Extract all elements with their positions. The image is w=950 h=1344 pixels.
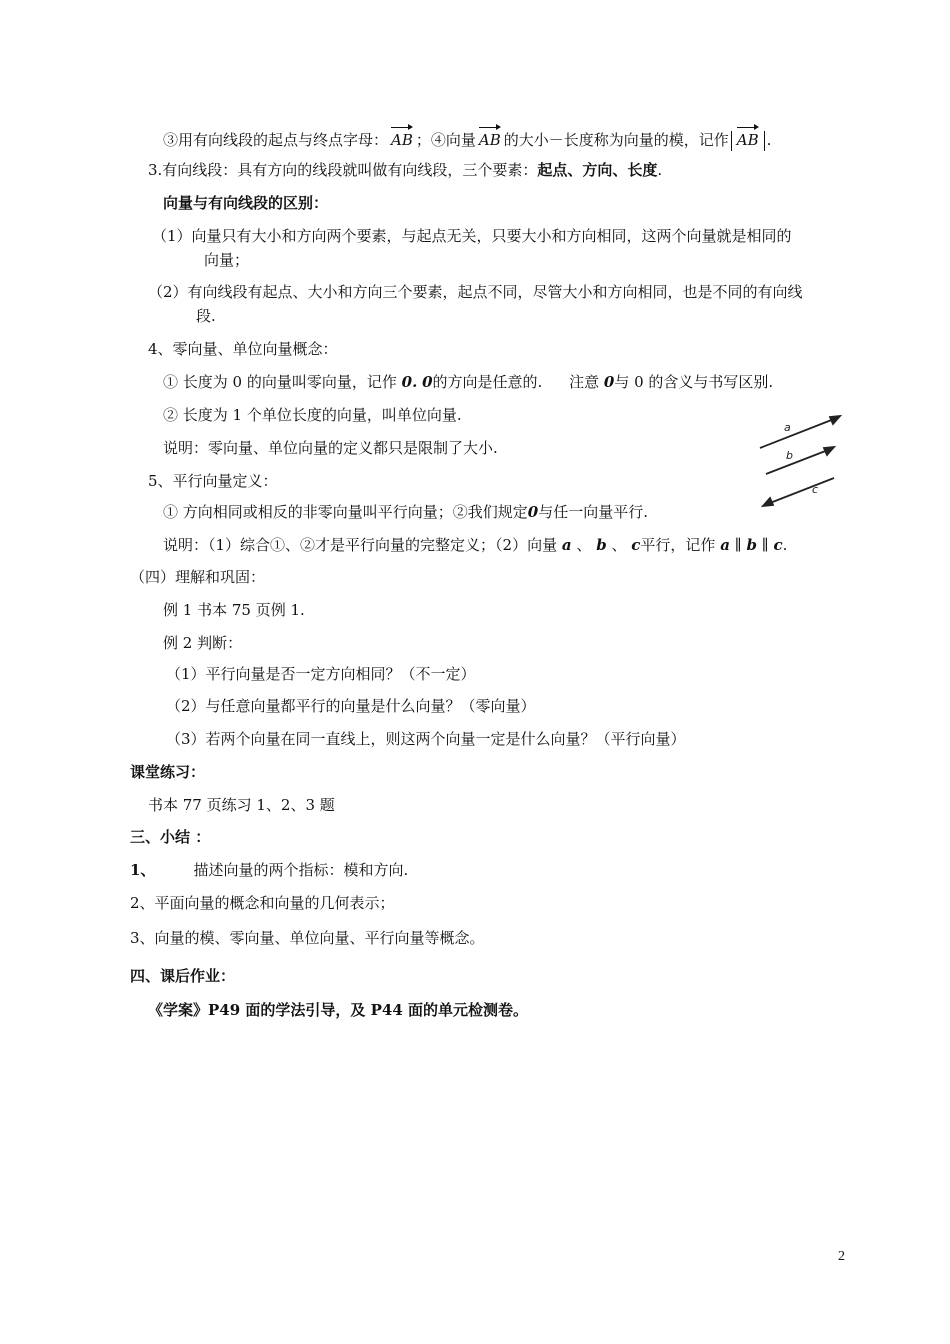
modulus-notation-line: ③用有向线段的起点与终点字母： AB ；④向量 AB 的大小－长度称为向量的模，记作 AB . [163, 126, 771, 151]
section-heading-zero-unit: 4、零向量、单位向量概念： [148, 340, 338, 358]
parallel-vector-note: 说明：（1）综合①、②才是平行向量的完整定义；（2）向量 a 、 b 、 c平行，记作 a ∥ b ∥ c. [163, 536, 788, 554]
vector-c-arrowhead [763, 498, 773, 506]
section-heading-parallel: 5、平行向量定义： [148, 472, 278, 490]
directed-segment-definition: 3.有向线段：具有方向的线段就叫做有向线段，三个要素：起点、方向、长度. [148, 161, 663, 179]
zero-unit-note: 说明：零向量、单位向量的定义都只是限制了大小. [163, 439, 498, 457]
parallel-vector-definition: ① 方向相同或相反的非零向量叫平行向量；②我们规定0与任一向量平行. [163, 503, 648, 521]
example-2-question-1: （1）平行向量是否一定方向相同？（不一定） [166, 665, 476, 683]
example-1: 例 1 书本 75 页例 1. [163, 601, 305, 619]
vector-b-line [766, 450, 828, 474]
abs-bar [731, 131, 732, 151]
vector-ab-symbol: AB [479, 126, 501, 150]
vector-a-arrowhead [830, 416, 840, 424]
section-heading-understanding: （四）理解和巩固： [130, 568, 266, 586]
section-heading-practice: 课堂练习： [130, 763, 206, 781]
vector-a-label: a [784, 421, 791, 434]
abs-bar [764, 131, 765, 151]
summary-item-2: 2、平面向量的概念和向量的几何表示； [130, 894, 395, 912]
difference-item-1: （1）向量只有大小和方向两个要素，与起点无关，只要大小和方向相同，这两个向量就是相同的 [152, 227, 792, 245]
example-2-question-2: （2）与任意向量都平行的向量是什么向量？（零向量） [166, 697, 536, 715]
unit-vector-definition: ② 长度为 1 个单位长度的向量，叫单位向量. [163, 406, 462, 424]
page-number: 2 [838, 1249, 845, 1264]
example-2-question-3: （3）若两个向量在同一直线上，则这两个向量一定是什么向量？（平行向量） [166, 730, 686, 748]
section-heading-homework: 四、课后作业： [130, 967, 236, 985]
practice-assignment: 书本 77 页练习 1、2、3 题 [148, 796, 335, 814]
vector-ab-symbol: AB [737, 126, 759, 150]
vector-b-arrowhead [824, 447, 834, 455]
homework-assignment: 《学案》P49 面的学法引导，及 P44 面的单元检测卷。 [148, 1001, 528, 1019]
difference-item-1-cont: 向量； [204, 251, 250, 269]
section-heading-difference: 向量与有向线段的区别： [163, 194, 329, 212]
vector-c-line [770, 478, 834, 503]
example-2-heading: 例 2 判断： [163, 634, 243, 652]
difference-item-2-cont: 段. [196, 307, 216, 325]
section-heading-summary: 三、小结 ： [130, 828, 211, 846]
vector-a-line [760, 419, 834, 448]
zero-vector-definition: ① 长度为 0 的向量叫零向量，记作 0. 0的方向是任意的. 注意 0与 0 的含义与书写区别. [163, 373, 774, 391]
vector-b-label: b [786, 449, 793, 462]
vector-ab-symbol: AB [391, 126, 413, 150]
summary-item-1: 1、 描述向量的两个指标：模和方向. [130, 861, 409, 879]
summary-item-3: 3、向量的模、零向量、单位向量、平行向量等概念。 [130, 929, 485, 947]
parallel-vectors-figure [758, 412, 844, 512]
vector-c-label: c [812, 483, 819, 496]
difference-item-2: （2）有向线段有起点、大小和方向三个要素，起点不同，尽管大小和方向相同，也是不同的有向线 [148, 283, 803, 301]
